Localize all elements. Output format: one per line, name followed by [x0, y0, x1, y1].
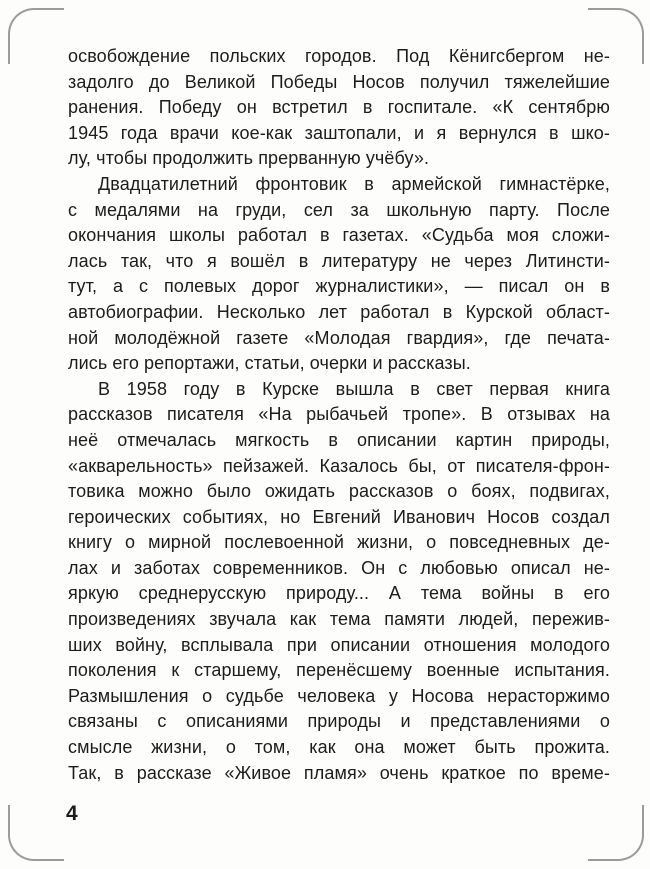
- text-line: смысле жизни, о том, как она может быть прожита.: [68, 737, 610, 758]
- text-line: ших войну, всплывала при описании отношения молодого: [68, 634, 610, 655]
- page-border-corner-bottom-right: [588, 805, 644, 861]
- text-line: освобождение польских городов. Под Кёнигсбергом не-: [68, 46, 610, 66]
- text-line: окончания школы работал в газетах. «Судьба моя сложи-: [68, 225, 610, 246]
- text-line: Так, в рассказе «Живое пламя» очень краткое по време-: [68, 762, 610, 783]
- text-line: книгу о мирной послевоенной жизни, о повседневных де-: [68, 532, 610, 553]
- text-line: лу, чтобы продолжить прерванную учёбу».: [68, 148, 430, 169]
- text-line: 1945 года врачи кое-как заштопали, и я вернулся в шко-: [68, 122, 610, 143]
- text-line: поколения к старшему, перенёсшему военные испытания.: [68, 660, 610, 681]
- text-line: Размышления о судьбе человека у Носова нерасторжимо: [68, 685, 610, 706]
- text-line: товика можно было ожидать рассказов о боях, подвигах,: [68, 481, 610, 502]
- text-line: связаны с описаниями природы и представлениями о: [68, 711, 610, 732]
- paragraph: [68, 377, 610, 787]
- text-line: рассказов писателя «На рыбачьей тропе». В отзывах на: [68, 404, 610, 425]
- paragraph: [68, 44, 610, 172]
- text-line: тут, а с полевых дорог журналистики», — писал он в: [68, 276, 610, 297]
- page-number: 4: [66, 802, 78, 825]
- text-line: автобиографии. Несколько лет работал в Курской област-: [68, 301, 610, 322]
- text-line: В 1958 году в Курске вышла в свет первая книга: [98, 378, 610, 399]
- text-line: лись его репортажи, статьи, очерки и рассказы.: [68, 353, 471, 374]
- text-line: яркую среднерусскую природу... А тема войны в его: [68, 583, 610, 604]
- text-line: лась так, что я вошёл в литературу не через Литинсти-: [68, 250, 610, 271]
- page-border-corner-bottom-left: [8, 805, 64, 861]
- text-line: неё отмечалась мягкость в описании картин природы,: [68, 429, 610, 450]
- text-line: ной молодёжной газете «Молодая гвардия», где печата-: [68, 327, 610, 348]
- text-line: Двадцатилетний фронтовик в армейской гимнастёрке,: [98, 173, 610, 194]
- paragraph: [68, 172, 610, 377]
- text-line: героических событиях, но Евгений Иванович Носов создал: [68, 506, 610, 527]
- text-line: «акварельность» пейзажей. Казалось бы, от писателя-фрон-: [68, 455, 610, 476]
- page-border-corner-top-left: [8, 8, 64, 64]
- text-block: [68, 44, 610, 786]
- text-line: с медалями на груди, сел за школьную парту. После: [68, 199, 610, 220]
- text-line: лах и заботах современников. Он с любовью описал не-: [68, 557, 610, 578]
- text-line: произведениях звучала как тема памяти людей, пережив-: [68, 609, 610, 630]
- text-line: ранения. Победу он встретил в госпитале. «К сентябрю: [68, 97, 610, 118]
- text-line: задолго до Великой Победы Носов получил тяжелейшие: [68, 71, 610, 92]
